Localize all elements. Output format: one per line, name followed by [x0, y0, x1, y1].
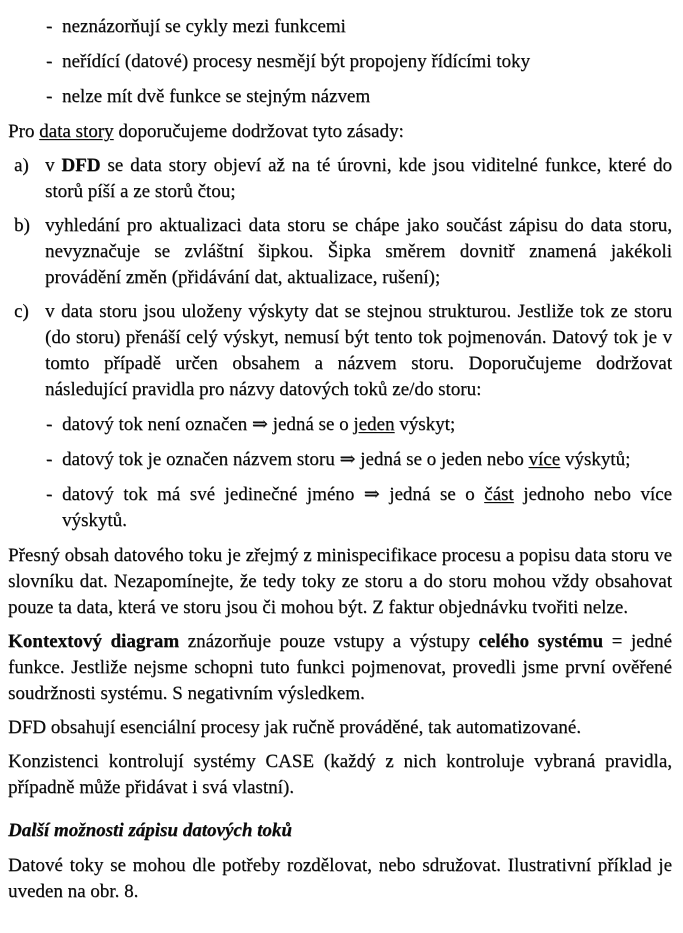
- dash-marker: -: [46, 86, 53, 107]
- bold-term: Kontextový diagram: [8, 631, 180, 652]
- dash-marker: -: [46, 414, 53, 435]
- item-marker: b): [14, 215, 30, 236]
- text-segment: v: [45, 155, 62, 176]
- body-paragraph: [8, 543, 672, 621]
- underlined-term: jeden: [353, 414, 395, 435]
- underlined-term: část: [484, 484, 514, 505]
- text-segment: = jedné funkce. Jestliže nejsme schopni tuto funkci pojmenovat, provedli jsme první ověřené soudržnosti systému. S negativním výsledkem.: [8, 631, 672, 704]
- text-segment: datový tok má své jedinečné jméno ⇒ jedná se o: [62, 484, 485, 505]
- dash-marker: -: [46, 16, 53, 37]
- rule-item: [8, 49, 672, 75]
- text-segment: se data story objeví až na té úrovni, kde jsou viditelné funkce, které do storů píší a ze storů čtou;: [45, 155, 672, 202]
- text-segment: výskytů;: [560, 449, 631, 470]
- item-marker: c): [14, 301, 29, 322]
- naming-rule-item: [8, 482, 672, 534]
- text-segment: neznázorňují se cykly mezi funkcemi: [62, 16, 346, 37]
- lettered-item-b: [8, 213, 672, 291]
- underlined-term: více: [528, 449, 561, 470]
- text-segment: Přesný obsah datového toku je zřejmý z minispecifikace procesu a popisu data storu ve slovníku dat. Nezapomínejte, že tedy toky ze storu a do storu mohou vždy obsahovat pouze ta data, která ve storu jsou či mohou být. Z faktur objednávku tvořiti nelze.: [8, 545, 672, 618]
- text-segment: Konzistenci kontrolují systémy CASE (každý z nich kontroluje vybraná pravidla, případně může přidávat i svá vlastní).: [8, 751, 672, 798]
- body-paragraph: [8, 853, 672, 905]
- text-segment: DFD obsahují esenciální procesy jak ručně prováděné, tak automatizované.: [8, 717, 581, 738]
- body-paragraph: [8, 715, 672, 741]
- text-segment: Pro: [8, 121, 40, 142]
- body-paragraph: [8, 629, 672, 707]
- intro-paragraph: [8, 119, 672, 145]
- lettered-item-c: [8, 299, 672, 403]
- underlined-term: data story: [39, 121, 114, 142]
- lettered-item-a: [8, 153, 672, 205]
- text-segment: datový tok je označen názvem storu ⇒ jedná se o jeden nebo: [62, 449, 529, 470]
- text-segment: doporučujeme dodržovat tyto zásady:: [113, 121, 404, 142]
- text-segment: znázorňuje pouze vstupy a výstupy: [179, 631, 479, 652]
- text-segment: vyhledání pro aktualizaci data storu se chápe jako součást zápisu do data storu, nevyznačuje se zvláštní šipkou. Šipka směrem dovnitř znamená jakékoli provádění změn (přidávání dat, aktualizace, rušení);: [45, 215, 672, 288]
- body-paragraph: [8, 749, 672, 801]
- section-heading: [8, 818, 672, 844]
- bold-term: celého systému: [478, 631, 604, 652]
- dash-marker: -: [46, 449, 53, 470]
- item-marker: a): [14, 155, 29, 176]
- text-segment: výskyt;: [394, 414, 456, 435]
- text-segment: nelze mít dvě funkce se stejným názvem: [62, 86, 371, 107]
- text-segment: Datové toky se mohou dle potřeby rozdělovat, nebo sdružovat. Ilustrativní příklad je uveden na obr. 8.: [8, 855, 672, 902]
- text-segment: neřídící (datové) procesy nesmějí být propojeny řídícími toky: [62, 51, 531, 72]
- dash-marker: -: [46, 484, 53, 505]
- rule-item: [8, 84, 672, 110]
- bold-term: DFD: [61, 155, 101, 176]
- dash-marker: -: [46, 51, 53, 72]
- heading-text: Další možnosti zápisu datových toků: [8, 820, 292, 841]
- naming-rule-item: [8, 447, 672, 473]
- rule-item: [8, 14, 672, 40]
- text-segment: jednoho nebo více výskytů.: [62, 484, 672, 531]
- text-segment: v data storu jsou uloženy výskyty dat se stejnou strukturou. Jestliže tok ze storu (do storu) přenáší celý výskyt, nemusí být tento tok pojmenován. Datový tok je v tomto případě určen obsahem a názvem storu. Doporučujeme dodržovat následující pravidla pro názvy datových toků ze/do storu:: [45, 301, 672, 400]
- text-segment: datový tok není označen ⇒ jedná se o: [62, 414, 354, 435]
- naming-rule-item: [8, 412, 672, 438]
